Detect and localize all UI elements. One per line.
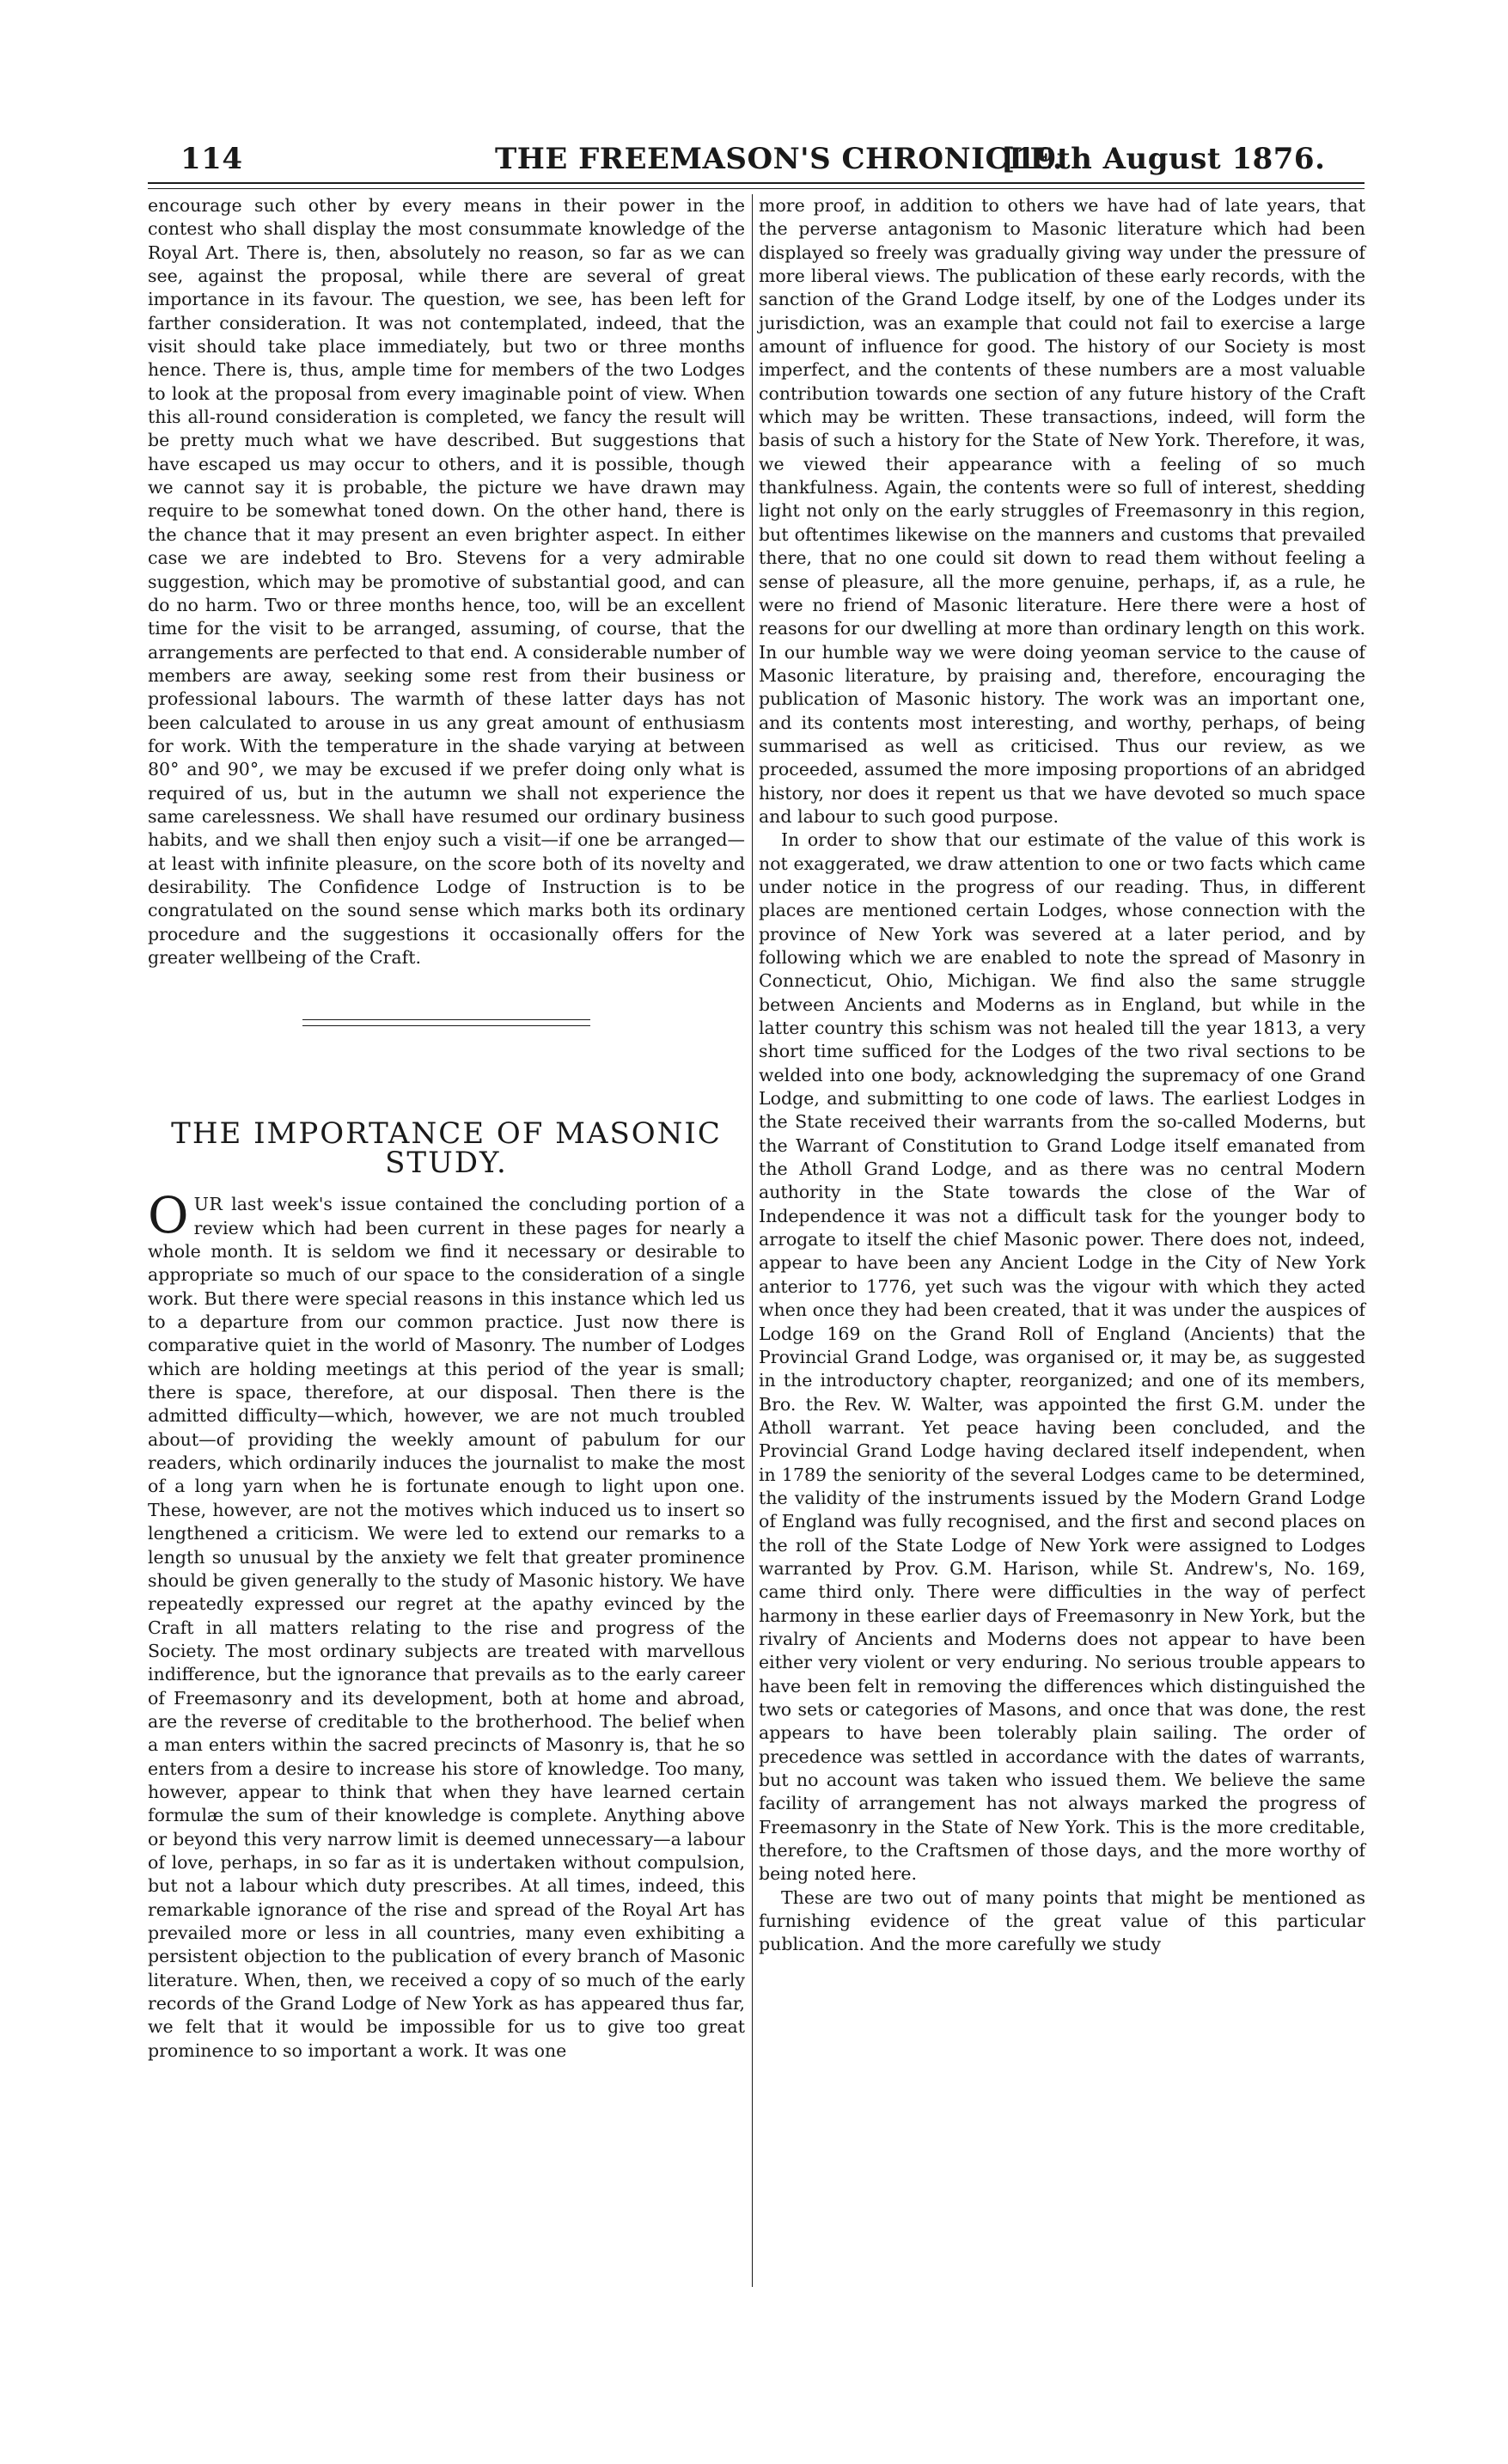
separator-line — [302, 1019, 590, 1020]
article-paragraph: These are two out of many points that might be mentioned as furnishing evidence of the great value of this particular publication. And the more carefully we study — [759, 1886, 1365, 1955]
header-rule-thin — [148, 188, 1365, 189]
article-paragraph — [148, 1186, 745, 2063]
right-column — [759, 194, 1365, 1957]
issue-date: [19th August 1876. — [1001, 142, 1326, 176]
masthead — [148, 138, 1365, 180]
section-separator — [148, 969, 745, 1043]
page-number: 114 — [180, 142, 243, 176]
left-column — [148, 194, 745, 2063]
lead-word: UR — [193, 1194, 223, 1215]
separator-line — [302, 1025, 590, 1026]
article-title: THE IMPORTANCE OF MASONIC STUDY. — [171, 1116, 722, 1181]
continued-paragraph: encourage such other by every means in their power in the contest who shall display the most consummate knowledge of the Royal Art. There is, then, absolutely no reason, so far as we can see, against the proposal, while there are several of great importance in its favour. The question, we see, has been left for farther consideration. It was not contemplated, indeed, that the visit should take place immediately, but two or three months hence. There is, thus, ample time for members of the two Lodges to look at the proposal from every imaginable point of view. When this all-round consideration is completed, we fancy the result will be pretty much what we have described. But suggestions that have escaped us may occur to others, and it is possible, though we cannot say it is probable, the picture we have drawn may require to be somewhat toned down. On the other hand, there is the chance that it may present an even brighter aspect. In either case we are indebted to Bro. Stevens for a very admirable suggestion, which may be promotive of substantial good, and can do no harm. Two or three months hence, too, will be an excellent time for the visit to be arranged, assuming, of course, that the arrangements are perfected to that end. A considerable number of members are away, seeking some rest from their business or professional labours. The warmth of these latter days has not been calculated to arouse in us any great amount of enthusiasm for work. With the temperature in the shade varying at between 80° and 90°, we may be excused if we prefer doing only what is required of us, but in the autumn we shall not experience the same carelessness. We shall have resumed our ordinary business habits, and we shall then enjoy such a visit—if one be arranged—at least with infinite pleasure, on the score both of its novelty and desirability. The Confidence Lodge of Instruction is to be congratulated on the sound sense which marks both its ordinary procedure and the suggestions it occasionally offers for the greater wellbeing of the Craft. — [148, 195, 745, 968]
article-paragraph: more proof, in addition to others we have had of late years, that the perverse antagonism to Masonic literature which had been displayed so freely was gradually giving way under the pressure of more liberal views. The publication of these early records, with the sanction of the Grand Lodge itself, by one of the Lodges under its jurisdiction, was an example that could not fail to exercise a large amount of influence for good. The history of our Society is most imperfect, and the contents of these numbers are a most valuable contribution towards one section of any future history of the Craft which may be written. These transactions, indeed, will form the basis of such a history for the State of New York. Therefore, it was, we viewed their appearance with a feeling of so much thankfulness. Again, the contents were so full of interest, shedding light not only on the early struggles of Freemasonry in this region, but oftentimes likewise on the manners and customs that prevailed there, that no one could sit down to read them without feeling a sense of pleasure, all the more genuine, perhaps, if, as a rule, he were no friend of Masonic literature. Here there were a host of reasons for our dwelling at more than ordinary length on this work. In our humble way we were doing yeoman service to the cause of Masonic literature, by praising and, therefore, encouraging the publication of Masonic history. The work was an important one, and its contents most interesting, and worthy, perhaps, of being summarised as well as criticised. Thus our review, as we proceeded, assumed the more imposing proportions of an abridged history, nor does it repent us that we have devoted so much space and labour to such good purpose. — [759, 195, 1365, 827]
drop-cap: O — [148, 1186, 189, 1245]
journal-title: THE FREEMASON'S CHRONICLE. — [495, 142, 1064, 176]
article-paragraph: In order to show that our estimate of the value of this work is not exaggerated, we draw attention to one or two facts which came under notice in the progress of our reading. Thus, in different places are mentioned certain Lodges, whose connection with the province of New York was severed at a later period, and by following which we are enabled to note the spread of Masonry in Connecticut, Ohio, Michigan. We find also the same struggle between Ancients and Moderns as in England, but while in the latter country this schism was not healed till the year 1813, a very short time sufficed for the Lodges of the two rival sections to be welded into one body, acknowledging the supremacy of one Grand Lodge, and submitting to one code of laws. The earliest Lodges in the State received their warrants from the so-called Moderns, but the Warrant of Constitution to Grand Lodge itself emanated from the Atholl Grand Lodge, and as there was no central Modern authority in the State towards the close of the War of Independence it was not a difficult task for the younger body to arrogate to itself the chief Masonic power. There does not, indeed, appear to have been any Ancient Lodge in the City of New York anterior to 1776, yet such was the vigour with which they acted when once they had been created, that it was under the auspices of Lodge 169 on the Grand Roll of England (Ancients) that the Provincial Grand Lodge, was organised or, it may be, as suggested in the introductory chapter, reorganized; and one of its members, Bro. the Rev. W. Walter, was appointed the first G.M. under the Atholl warrant. Yet peace having been concluded, and the Provincial Grand Lodge having declared itself independent, when in 1789 the seniority of the several Lodges came to be determined, the validity of the instruments issued by the Modern Grand Lodge of England was fully recognised, and the first and second places on the roll of the State Lodge of New York were assigned to Lodges warranted by Prov. G.M. Harison, while St. Andrew's, No. 169, came third only. There were difficulties in the way of perfect harmony in these earlier days of Freemasonry in New York, but the rivalry of Ancients and Moderns does not appear to have been either very violent or very enduring. No serious trouble appears to have been felt in removing the differences which distinguished the two sets or categories of Masons, and once that was done, the rest appears to have been tolerably plain sailing. The order of precedence was settled in accordance with the dates of warrants, but no account was taken who issued them. We believe the same facility of arrangement has not always marked the progress of Freemasonry in the State of New York. This is the more creditable, therefore, to the Craftsmen of those days, and the more worthy of being noted here. — [759, 829, 1365, 1885]
article-paragraph-text: last week's issue contained the concluding portion of a review which had been current in these pages for nearly a whole month. It is seldom we find it necessary or desirable to appropriate so much of our space to the consideration of a single work. But there were special reasons in this instance which led us to a departure from our common practice. Just now there is comparative quiet in the world of Masonry. The number of Lodges which are holding meetings at this period of the year is small; there is space, therefore, at our disposal. Then there is the admitted difficulty—which, however, we are not much troubled about—of providing the weekly amount of pabulum for our readers, which ordinarily induces the journalist to make the most of a long yarn when he is fortunate enough to light upon one. These, however, are not the motives which induced us to insert so lengthened a criticism. We were led to extend our remarks to a length so unusual by the anxiety we felt that greater prominence should be given generally to the study of Masonic history. We have repeatedly expressed our regret at the apathy evinced by the Craft in all matters relating to the rise and progress of the Society. The most ordinary subjects are treated with marvellous indifference, but the ignorance that prevails as to the early career of Freemasonry and its development, both at home and abroad, are the reverse of creditable to the brotherhood. The belief when a man enters within the sacred precincts of Masonry is, that he so enters from a desire to increase his store of knowledge. Too many, however, appear to think that when they have learned certain formulæ the sum of their knowledge is complete. Anything above or beyond this very narrow limit is deemed unnecessary—a labour of love, perhaps, in so far as it is undertaken without compulsion, but not a labour which duty prescribes. At all times, indeed, this remarkable ignorance of the rise and spread of the Royal Art has prevailed more or less in all countries, many even exhibiting a persistent objection to the publication of every branch of Masonic literature. When, then, we received a copy of so much of the early records of the Grand Lodge of New York as has appeared thus far, we felt that it would be impossible for us to give too great prominence to so important a work. It was one — [148, 1194, 745, 2061]
column-divider — [752, 194, 753, 2287]
header-rule — [148, 182, 1365, 184]
